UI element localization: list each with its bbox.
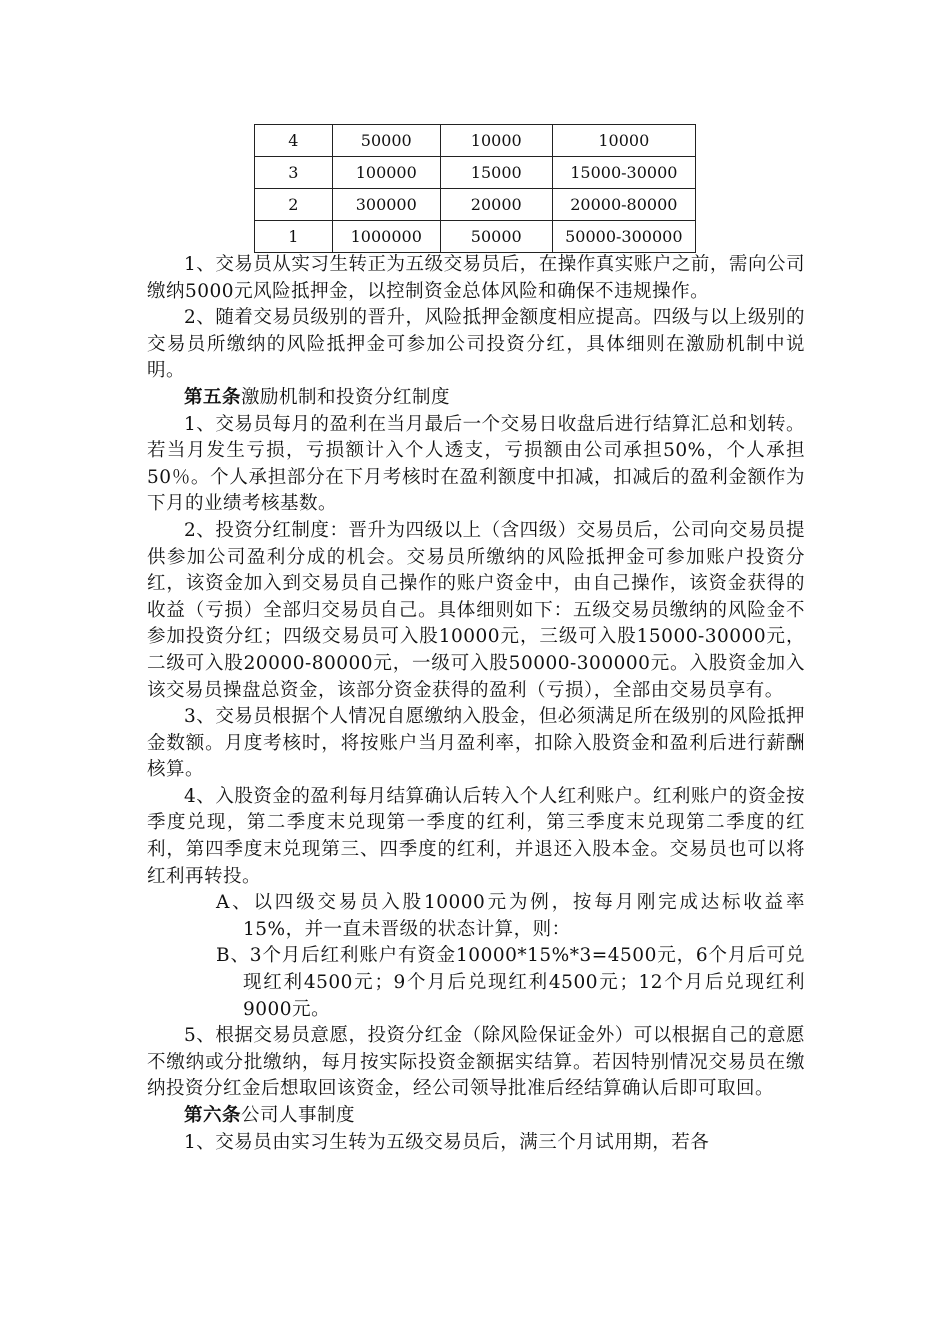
table-cell: 15000 xyxy=(440,157,552,189)
paragraph-payment-options: 5、根据交易员意愿，投资分红金（除风险保证金外）可以根据自己的意愿不缴纳或分批缴纳，每月按实际投资金额据实结算。若因特别情况交易员在缴纳投资分红金后想取回该资金，经公司领导批准后经结算确认后即可取回。 xyxy=(147,1025,805,1100)
paragraph-deposit-requirement: 1、交易员从实习生转正为五级交易员后，在操作真实账户之前，需向公司缴纳5000元风险抵押金，以控制资金总体风险和确保不违规操作。 xyxy=(147,254,805,302)
article-6-title: 公司人事制度 xyxy=(241,1105,356,1126)
paragraph-probation: 1、交易员由实习生转为五级交易员后，满三个月试用期，若各 xyxy=(184,1131,710,1153)
table-row xyxy=(255,125,696,157)
article-6-label: 第六条 xyxy=(184,1105,242,1126)
table-cell: 50000 xyxy=(332,125,440,157)
article-5-title: 激励机制和投资分红制度 xyxy=(241,386,451,408)
article-5-label: 第五条 xyxy=(184,386,242,408)
table-cell: 10000 xyxy=(440,125,552,157)
table-cell: 50000 xyxy=(440,221,552,253)
table-row xyxy=(255,221,696,253)
table-cell: 2 xyxy=(255,189,333,221)
example-a: A、以四级交易员入股10000元为例，按每月刚完成达标收益率15%，并一直未晋级的状态计算，则： xyxy=(216,892,805,940)
paragraph-voluntary-shares: 3、交易员根据个人情况自愿缴纳入股金，但必须满足所在级别的风险抵押金数额。月度考核时，将按账户当月盈利率，扣除入股资金和盈利后进行薪酬核算。 xyxy=(147,706,805,781)
table-body xyxy=(255,125,696,253)
table-cell: 15000-30000 xyxy=(552,157,695,189)
article-5-heading xyxy=(147,385,805,412)
table-cell: 1 xyxy=(255,221,333,253)
table-cell: 10000 xyxy=(552,125,695,157)
example-b: B、3个月后红利账户有资金10000*15%*3=4500元，6个月后可兑现红利4500元；9个月后兑现红利4500元；12个月后兑现红利9000元。 xyxy=(216,945,805,1020)
table-cell: 1000000 xyxy=(332,221,440,253)
paragraph-monthly-settlement: 1、交易员每月的盈利在当月最后一个交易日收盘后进行结算汇总和划转。若当月发生亏损，亏损额计入个人透支，亏损额由公司承担50%，个人承担50％。个人承担部分在下月考核时在盈利额度中扣减，扣减后的盈利金额作为下月的业绩考核基数。 xyxy=(147,413,805,515)
level-deposit-table xyxy=(254,124,696,253)
paragraph-dividend-account: 4、入股资金的盈利每月结算确认后转入个人红利账户。红利账户的资金按季度兑现，第二季度末兑现第一季度的红利，第三季度末兑现第二季度的红利，第四季度末兑现第三、四季度的红利，并退还入股本金。交易员也可以将红利再转投。 xyxy=(147,785,805,887)
table-cell: 4 xyxy=(255,125,333,157)
table-cell: 20000 xyxy=(440,189,552,221)
document-body xyxy=(147,252,805,1156)
table-cell: 300000 xyxy=(332,189,440,221)
paragraph-deposit-increase: 2、随着交易员级别的晋升，风险抵押金额度相应提高。四级与以上级别的交易员所缴纳的风险抵押金可参加公司投资分红，具体细则在激励机制中说明。 xyxy=(147,307,805,382)
paragraph-dividend-system: 2、投资分红制度：晋升为四级以上（含四级）交易员后，公司向交易员提供参加公司盈利分成的机会。交易员所缴纳的风险抵押金可参加账户投资分红，该资金加入到交易员自己操作的账户资金中，由自己操作，该资金获得的收益（亏损）全部归交易员自己。具体细则如下：五级交易员缴纳的风险金不参加投资分红；四级交易员可入股10000元，三级可入股15000-30000元，二级可入股20000-80000元，一级可入股50000-300000元。入股资金加入该交易员操盘总资金，该部分资金获得的盈利（亏损），全部由交易员享有。 xyxy=(147,519,805,701)
table-cell: 50000-300000 xyxy=(552,221,695,253)
article-6-heading xyxy=(147,1103,805,1130)
table-cell: 20000-80000 xyxy=(552,189,695,221)
table-cell: 3 xyxy=(255,157,333,189)
table-cell: 100000 xyxy=(332,157,440,189)
table-row xyxy=(255,189,696,221)
table-row xyxy=(255,157,696,189)
